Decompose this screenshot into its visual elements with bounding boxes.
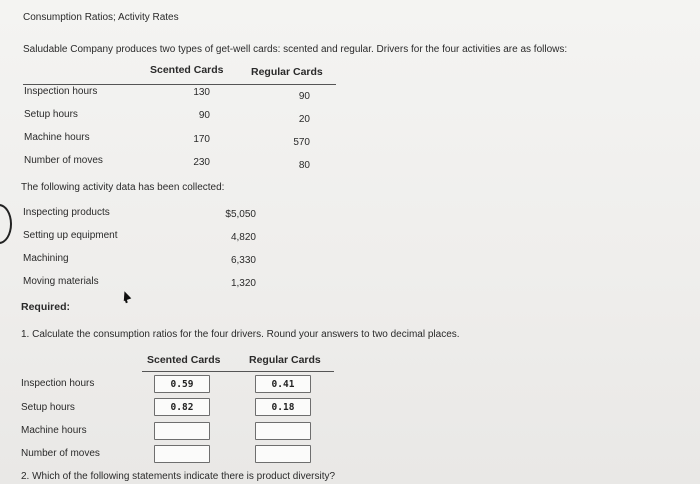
drivers-row-regular: 20 — [298, 114, 310, 125]
answer-header-rule — [142, 371, 334, 372]
answer-row-label: Number of moves — [21, 448, 100, 459]
drivers-row-scented: 130 — [193, 87, 210, 98]
regular-inspection-input[interactable] — [255, 375, 311, 393]
answer-header-regular: Regular Cards — [249, 354, 321, 366]
screen-edge-bracket — [0, 204, 12, 244]
regular-moves-input[interactable] — [255, 445, 311, 463]
required-label: Required: — [21, 301, 71, 313]
problem-intro: Saludable Company produces two types of get-well cards: scented and regular. Drivers for the four activities are as follows: — [23, 44, 568, 55]
answer-row-label: Setup hours — [21, 402, 75, 413]
scented-machine-input[interactable] — [154, 422, 210, 440]
question-1: 1. Calculate the consumption ratios for the four drivers. Round your answers to two decimal places. — [21, 329, 460, 340]
activity-value: 6,330 — [230, 255, 256, 266]
scented-inspection-input[interactable] — [154, 375, 210, 393]
question-2: 2. Which of the following statements indicate there is product diversity? — [21, 471, 336, 482]
activity-label: Moving materials — [23, 276, 99, 287]
activity-value: 1,320 — [230, 278, 256, 289]
activity-label: Setting up equipment — [23, 230, 118, 241]
scented-moves-input[interactable] — [154, 445, 210, 463]
answer-header-scented: Scented Cards — [147, 354, 221, 366]
drivers-row-label: Setup hours — [24, 109, 78, 120]
regular-machine-input[interactable] — [255, 422, 311, 440]
drivers-header-regular: Regular Cards — [251, 66, 323, 78]
drivers-row-label: Machine hours — [24, 132, 90, 143]
regular-setup-input[interactable] — [255, 398, 311, 416]
activity-value: 4,820 — [230, 232, 256, 243]
answer-row-label: Inspection hours — [21, 378, 95, 389]
drivers-row-scented: 170 — [193, 134, 210, 145]
problem-title: Consumption Ratios; Activity Rates — [23, 12, 179, 23]
drivers-header-rule — [23, 84, 336, 85]
activity-label: Inspecting products — [23, 207, 110, 218]
scented-setup-input[interactable] — [154, 398, 210, 416]
drivers-row-regular: 90 — [298, 91, 310, 102]
activity-value: $5,050 — [225, 209, 256, 220]
answer-row-label: Machine hours — [21, 425, 87, 436]
drivers-row-regular: 80 — [298, 160, 310, 171]
drivers-row-regular: 570 — [293, 137, 310, 148]
activity-intro: The following activity data has been collected: — [21, 182, 225, 193]
drivers-row-label: Inspection hours — [24, 86, 98, 97]
drivers-row-label: Number of moves — [24, 155, 103, 166]
drivers-row-scented: 230 — [193, 157, 210, 168]
activity-label: Machining — [23, 253, 69, 264]
drivers-header-scented: Scented Cards — [150, 64, 224, 76]
drivers-row-scented: 90 — [198, 110, 210, 121]
